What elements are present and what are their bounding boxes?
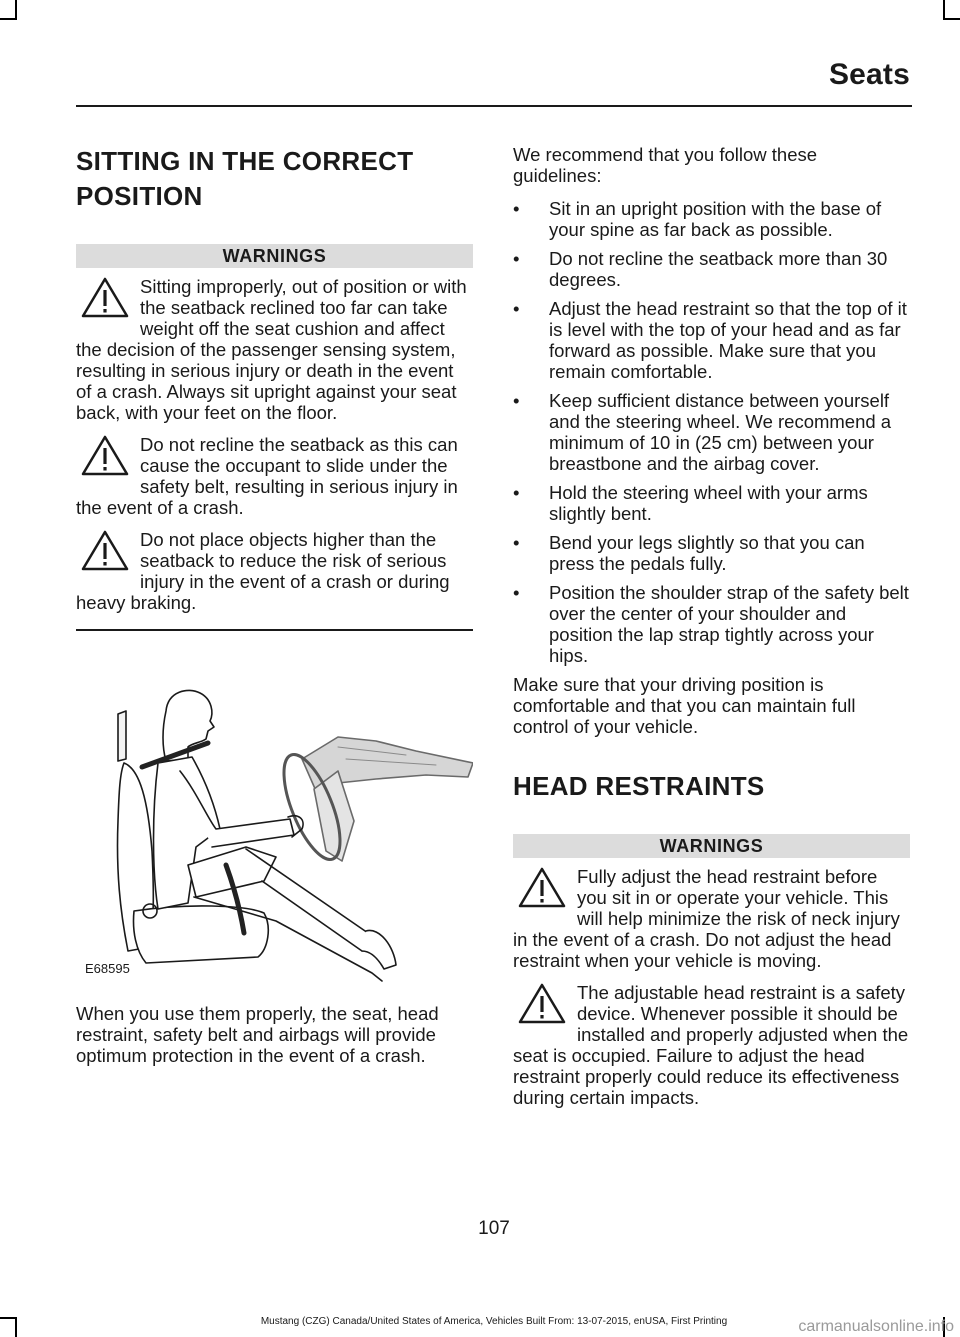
- bullet: •: [513, 482, 520, 503]
- list-item-text: Hold the steering wheel with your arms slightly bent.: [549, 482, 868, 524]
- warning-triangle-icon: [513, 982, 571, 1026]
- right-column: [513, 144, 910, 1119]
- list-item-text: Keep sufficient distance between yourself and the steering wheel. We recommend a minimum of 10 in (25 cm) between your breastbone and the airbag cover.: [549, 390, 892, 474]
- warning-text: The adjustable head restraint is a safety device. Whenever possible it should be installed and properly adjusted when the seat is occupied. Failure to adjust the head restraint properly could reduce its effectiveness during certain impacts.: [513, 982, 909, 1108]
- header-rule: [76, 105, 912, 107]
- head-restraint: [118, 711, 126, 761]
- crop-mark: [15, 0, 17, 20]
- warnings-heading: WARNINGS: [76, 244, 473, 268]
- seating-position-illustration: [76, 651, 473, 991]
- crop-mark: [943, 0, 945, 20]
- section-title: [76, 144, 473, 214]
- warning-item: [513, 866, 910, 971]
- list-item: [513, 248, 910, 290]
- list-item: [513, 482, 910, 524]
- warning-item: [76, 276, 473, 423]
- watermark: carmanualsonline.info: [798, 1318, 954, 1335]
- bullet: •: [513, 198, 520, 219]
- section-title-line: SITTING IN THE CORRECT: [76, 146, 414, 176]
- warning-text: Do not place objects higher than the seatback to reduce the risk of serious injury in the event of a crash or during heavy braking.: [76, 529, 450, 613]
- left-column: [76, 144, 473, 1066]
- body-paragraph: When you use them properly, the seat, head restraint, safety belt and airbags will provide optimum protection in the event of a crash.: [76, 1002, 439, 1066]
- seat-cushion: [134, 905, 269, 962]
- driver-foot: [362, 930, 396, 969]
- section-title: HEAD RESTRAINTS: [513, 771, 765, 801]
- list-item: [513, 532, 910, 574]
- warning-item: [76, 529, 473, 613]
- closing-paragraph: Make sure that your driving position is comfortable and that you can maintain full control of your vehicle.: [513, 674, 856, 737]
- warnings-heading: WARNINGS: [513, 834, 910, 858]
- list-item-text: Do not recline the seatback more than 30 degrees.: [549, 248, 888, 290]
- list-item-text: Adjust the head restraint so that the top of it is level with the top of your head and as far forward as possible. Make sure that you remain comfortable.: [549, 298, 907, 382]
- warning-item: [513, 982, 910, 1108]
- list-item: [513, 582, 910, 666]
- list-item-text: Sit in an upright position with the base of your spine as far back as possible.: [549, 198, 882, 240]
- list-item-text: Bend your legs slightly so that you can press the pedals fully.: [549, 532, 865, 574]
- page-number: 107: [478, 1218, 510, 1239]
- guidelines-intro: We recommend that you follow these guidelines:: [513, 144, 818, 186]
- warning-item: [76, 434, 473, 518]
- warning-triangle-icon: [76, 434, 134, 478]
- section-rule: [76, 629, 473, 631]
- bullet: •: [513, 248, 520, 269]
- crop-mark: [943, 18, 960, 20]
- list-item: [513, 390, 910, 474]
- bullet: •: [513, 390, 520, 411]
- warning-text: Fully adjust the head restraint before you sit in or operate your vehicle. This will help minimize the risk of neck injury in the event of a crash. Do not adjust the head restraint when your vehicle is moving.: [513, 866, 900, 971]
- list-item: [513, 298, 910, 382]
- warning-text: Sitting improperly, out of position or with the seatback reclined too far can take weight off the seat cushion and affect the decision of the passenger sensing system, resulting in serious injury or death in the event of a crash. Always sit upright against your seat back, with your feet on the floor.: [76, 276, 467, 423]
- steering-column: [314, 771, 354, 861]
- guidelines-list: [513, 198, 910, 666]
- crop-mark: [0, 18, 17, 20]
- driver-seating-diagram: [76, 651, 473, 991]
- warning-text: Do not recline the seatback as this can cause the occupant to slide under the safety belt, resulting in serious injury in the event of a crash.: [76, 434, 458, 518]
- bullet: •: [513, 298, 520, 319]
- warning-triangle-icon: [76, 276, 134, 320]
- list-item: [513, 198, 910, 240]
- list-item-text: Position the shoulder strap of the safety belt over the center of your shoulder and position the lap strap tightly across your hips.: [549, 582, 909, 666]
- bullet: •: [513, 532, 520, 553]
- page-title: Seats: [828, 58, 910, 91]
- footer-text: Mustang (CZG) Canada/United States of America, Vehicles Built From: 13-07-2015, enUSA, First Printing: [260, 1316, 728, 1327]
- warning-triangle-icon: [513, 866, 571, 910]
- bullet: •: [513, 582, 520, 603]
- section-title-line: POSITION: [76, 181, 203, 211]
- warning-triangle-icon: [76, 529, 134, 573]
- figure-code: E68595: [85, 960, 130, 976]
